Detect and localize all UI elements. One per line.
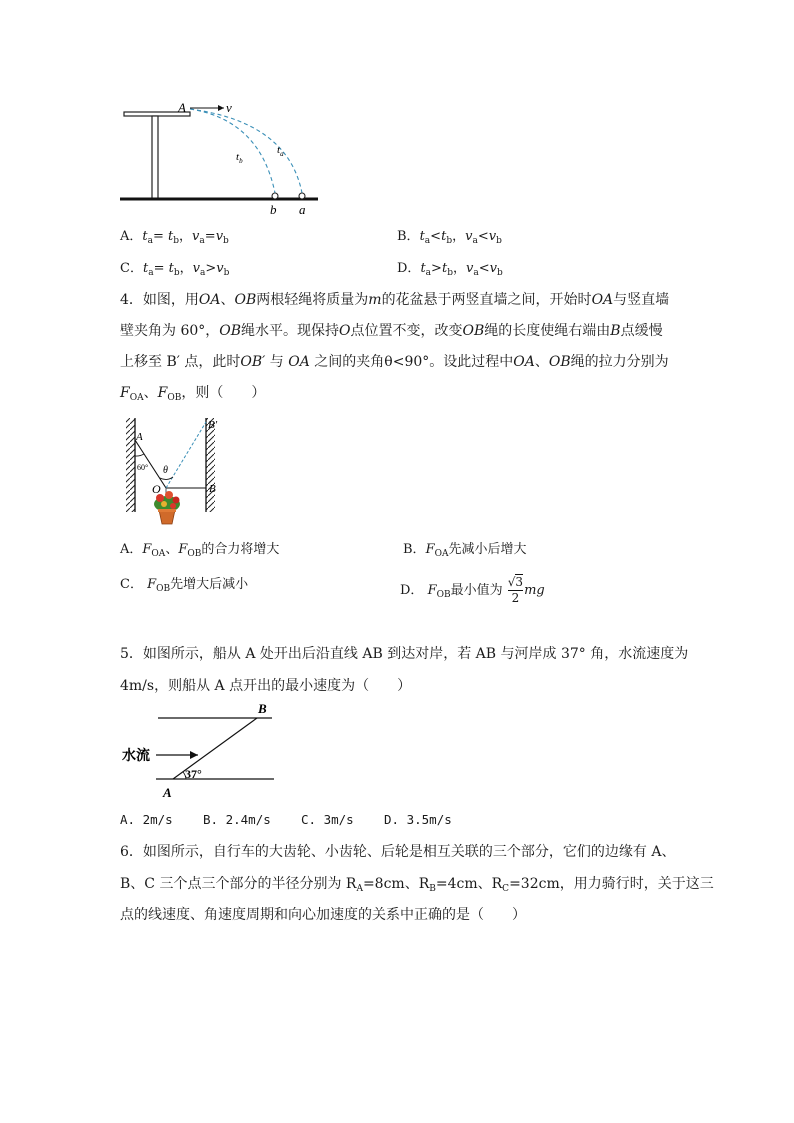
q5-stem-line1: 5．如图所示，船从 A 处开出后沿直线 AB 到达对岸，若 AB 与河岸成 37° 角，水流速度为	[120, 646, 689, 662]
label-B-prime: B′	[208, 419, 218, 431]
q4-stem-line3: 上移至 B′ 点，此时OB′ 与 OA 之间的夹角θ<90°。设此过程中OA、OB绳的拉力分别为	[120, 354, 669, 370]
left-wall	[126, 418, 135, 512]
angle-arc-60	[135, 454, 144, 456]
label-B: B	[209, 483, 216, 495]
q5-option-A[interactable]: A. 2m/s	[120, 812, 173, 827]
q6-stem-line2: B、C 三个点三个部分的半径分别为 $R_A=8cm$、$R_B=4cm$、$R_C=32cm$，用力骑行时，关于这三	[120, 876, 714, 894]
label-water-flow: 水流	[122, 748, 150, 764]
ball-b	[272, 193, 278, 199]
label-point-A: A	[178, 100, 186, 115]
ball-a	[299, 193, 305, 199]
q6-stem-line3: 点的线速度、角速度周期和向心加速度的关系中正确的是（ ）	[120, 907, 526, 923]
q5-option-C[interactable]: C. 3m/s	[301, 812, 354, 827]
projectile-figure	[110, 92, 340, 222]
q3-option-B[interactable]: B．$t_a<t_b$，$v_a<v_b$	[397, 229, 502, 246]
trajectory-a	[190, 109, 302, 193]
q4-stem-line2: 壁夹角为 60°，OB绳水平。现保持O点位置不变，改变OB绳的长度使绳右端由B点缓慢	[120, 323, 663, 339]
flow-arrowhead	[190, 751, 198, 759]
q4-option-D[interactable]: D． $F_{OB}$最小值为 $\frac{√3}{2}$ mg	[400, 575, 545, 605]
q4-option-B[interactable]: B．$F_{OA}$先减小后增大	[403, 542, 527, 559]
q4-option-A[interactable]: A．$F_{OA}$、$F_{OB}$的合力将增大	[120, 542, 280, 559]
q6-stem-line1: 6．如图所示，自行车的大齿轮、小齿轮、后轮是相互关联的三个部分，它们的边缘有 A、	[120, 844, 676, 860]
right-wall	[206, 418, 215, 512]
q5-option-B[interactable]: B. 2.4m/s	[203, 812, 271, 827]
fraction-sqrt3-over-2: $\frac{√3}{2}$	[507, 575, 524, 605]
q4-option-C[interactable]: C． $F_{OB}$先增大后减小	[120, 577, 249, 594]
label-A: A	[163, 785, 172, 800]
q3-option-D[interactable]: D．$t_a>t_b$，$v_a<v_b$	[397, 261, 503, 278]
label-O: O	[152, 482, 161, 496]
label-37: 37°	[185, 767, 202, 781]
label-b: b	[270, 202, 277, 217]
label-theta: θ	[163, 465, 168, 476]
label-a: a	[299, 202, 306, 217]
river-figure	[118, 700, 288, 804]
q4-stem-line4: $F_{OA}$、$F_{OB}$，则（ ）	[120, 385, 266, 403]
label-ta: $t_a$	[277, 144, 284, 158]
velocity-arrowhead	[218, 105, 224, 111]
table-leg	[152, 116, 158, 199]
flowerpot-figure	[118, 412, 228, 530]
label-A: A	[136, 431, 143, 443]
label-velocity: v	[226, 100, 232, 115]
label-tb: $t_b$	[236, 151, 243, 165]
q5-option-D[interactable]: D. 3.5m/s	[384, 812, 452, 827]
q3-option-C[interactable]: C．$t_a= t_b$，$v_a>v_b$	[120, 261, 230, 278]
q3-option-A[interactable]: A．$t_a= t_b$，$v_a=v_b$	[120, 229, 229, 246]
q4-stem-line1: 4．如图，用OA、OB两根轻绳将质量为m的花盆悬于两竖直墙之间，开始时OA与竖直墙	[120, 292, 670, 308]
trajectory-b	[190, 109, 275, 193]
q5-stem-line2: 4m/s，则船从 A 点开出的最小速度为（ ）	[120, 678, 412, 694]
label-60: 60°	[137, 463, 149, 472]
label-B: B	[258, 701, 267, 716]
